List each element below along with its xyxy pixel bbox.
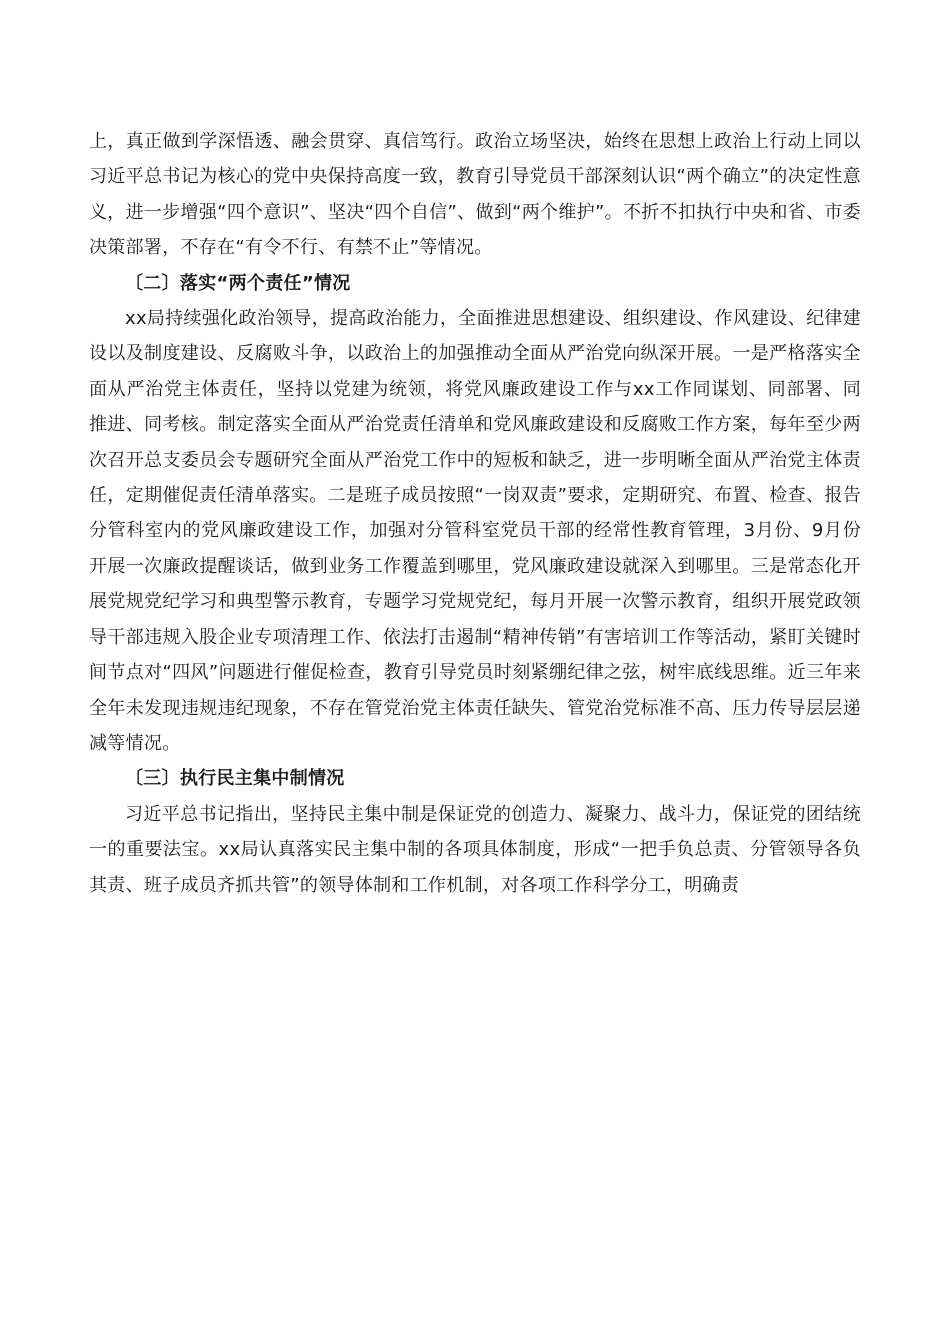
section-heading-two-responsibilities: 〔二〕落实“两个责任”情况	[125, 272, 351, 294]
document-body	[89, 124, 861, 903]
paragraph-democratic-centralism: 习近平总书记指出，坚持民主集中制是保证党的创造力、凝聚力、战斗力，保证党的团结统一的重要法宝。xx局认真落实民主集中制的各项具体制度，形成“一把手负总责、分管领导各负其责、班子成员齐抓共管”的领导体制和工作机制，对各项工作科学分工，明确责	[89, 803, 861, 896]
paragraph-two-responsibilities: xx局持续强化政治领导，提高政治能力，全面推进思想建设、组织建设、作风建设、纪律建设以及制度建设、反腐败斗争，以政治上的加强推动全面从严治党向纵深开展。一是严格落实全面从严治党主体责任，坚持以党建为统领，将党风廉政建设工作与xx工作同谋划、同部署、同推进、同考核。制定落实全面从严治党责任清单和党风廉政建设和反腐败工作方案，每年至少两次召开总支委员会专题研究全面从严治党工作中的短板和缺乏，进一步明晰全面从严治党主体责任，定期催促责任清单落实。二是班子成员按照“一岗双责”要求，定期研究、布置、检查、报告分管科室内的党风廉政建设工作，加强对分管科室党员干部的经常性教育管理，3月份、9月份开展一次廉政提醒谈话，做到业务工作覆盖到哪里，党风廉政建设就深入到哪里。三是常态化开展党规党纪学习和典型警示教育，专题学习党规党纪，每月开展一次警示教育，组织开展党政领导干部违规入股企业专项清理工作、依法打击遏制“精神传销”有害培训工作等活动，紧盯关键时间节点对“四风”问题进行催促检查，教育引导党员时刻紧绷纪律之弦，树牢底线思维。近三年来全年未发现违规违纪现象，不存在管党治党主体责任缺失、管党治党标准不高、压力传导层层递减等情况。	[89, 308, 861, 754]
paragraph-continued-political-stance: 上，真正做到学深悟透、融会贯穿、真信笃行。政治立场坚决，始终在思想上政治上行动上同以习近平总书记为核心的党中央保持高度一致，教育引导党员干部深刻认识“两个确立”的决定性意义，进一步增强“四个意识”、坚决“四个自信”、做到“两个维护”。不折不扣执行中央和省、市委决策部署，不存在“有令不行、有禁不止”等情况。	[89, 131, 861, 259]
section-heading-democratic-centralism: 〔三〕执行民主集中制情况	[125, 768, 345, 790]
